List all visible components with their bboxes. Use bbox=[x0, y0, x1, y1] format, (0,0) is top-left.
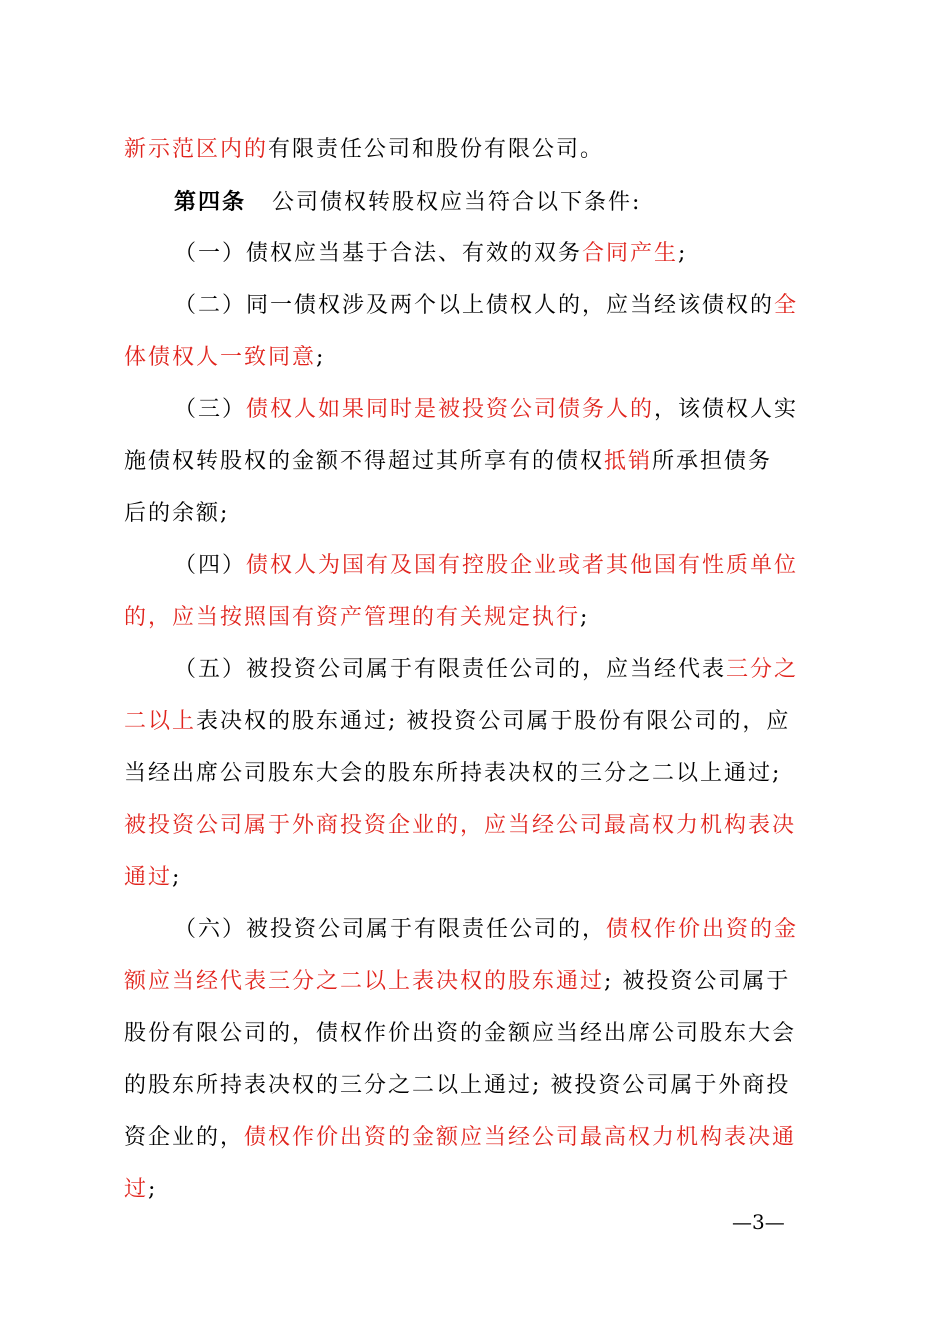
highlighted-text: 额应当经代表三分之二以上表决权的股东通过 bbox=[124, 969, 605, 994]
paragraph bbox=[124, 124, 830, 176]
text-line bbox=[124, 644, 830, 696]
text-line bbox=[124, 332, 830, 384]
body-text: ，该债权人实 bbox=[654, 397, 799, 422]
text-line bbox=[124, 696, 830, 748]
paragraph bbox=[124, 176, 830, 228]
body-text: ; 被投资公司属于 bbox=[604, 969, 791, 994]
text-line bbox=[124, 800, 830, 852]
body-text: ; bbox=[172, 865, 182, 890]
body-text: 施债权转股权的金额不得超过其所享有的债权 bbox=[124, 449, 605, 474]
highlighted-text: 合同产生 bbox=[582, 241, 679, 266]
highlighted-text: 债权人为国有及国有控股企业或者其他国有性质单位 bbox=[246, 553, 799, 578]
highlighted-text: 被投资公司属于外商投资企业的，应当经公司最高权力机构表决 bbox=[124, 813, 797, 838]
text-line bbox=[124, 1008, 830, 1060]
body-text: 后的余额; bbox=[124, 501, 230, 526]
body-text: （一）债权应当基于合法、有效的双务 bbox=[174, 241, 583, 266]
article-heading: 第四条 bbox=[174, 189, 247, 215]
body-text: （六）被投资公司属于有限责任公司的， bbox=[174, 917, 607, 942]
highlighted-text: 过 bbox=[124, 1177, 149, 1202]
page-number: —3— bbox=[732, 1210, 785, 1234]
body-text: 表决权的股东通过; 被投资公司属于股份有限公司的，应 bbox=[196, 709, 791, 734]
text-line bbox=[124, 280, 830, 332]
highlighted-text: 抵销 bbox=[604, 449, 653, 474]
highlighted-text: 通过 bbox=[124, 865, 173, 890]
body-text: ; bbox=[678, 241, 688, 266]
highlighted-text: 三分之 bbox=[726, 657, 799, 682]
highlighted-text: 债权人如果同时是被投资公司债务人的 bbox=[246, 397, 655, 422]
text-line bbox=[124, 488, 830, 540]
body-text: （五）被投资公司属于有限责任公司的，应当经代表 bbox=[174, 657, 727, 682]
text-line bbox=[124, 1112, 830, 1164]
body-text: 股份有限公司的，债权作价出资的金额应当经出席公司股东大会 bbox=[124, 1021, 797, 1046]
text-line bbox=[124, 436, 830, 488]
text-line bbox=[124, 1164, 830, 1216]
body-text: （四） bbox=[174, 553, 247, 578]
paragraph bbox=[124, 540, 830, 644]
highlighted-text: 的，应当按照国有资产管理的有关规定执行 bbox=[124, 605, 581, 630]
body-text: 的股东所持表决权的三分之二以上通过; 被投资公司属于外商投 bbox=[124, 1073, 791, 1098]
highlighted-text: 体债权人一致同意 bbox=[124, 345, 317, 370]
body-text: 有限责任公司和股份有限公司。 bbox=[268, 137, 605, 162]
text-line bbox=[124, 176, 830, 228]
body-text: 资企业的， bbox=[124, 1125, 245, 1150]
text-line bbox=[124, 592, 830, 644]
paragraph bbox=[124, 280, 830, 384]
body-text: （三） bbox=[174, 397, 247, 422]
text-line bbox=[124, 124, 830, 176]
paragraph bbox=[124, 644, 830, 904]
body-text: ; bbox=[580, 605, 590, 630]
highlighted-text: 债权作价出资的金额应当经公司最高权力机构表决通 bbox=[244, 1125, 797, 1150]
body-text: （二）同一债权涉及两个以上债权人的，应当经该债权的 bbox=[174, 293, 775, 318]
body-text: 当经出席公司股东大会的股东所持表决权的三分之二以上通过; bbox=[124, 761, 782, 786]
paragraph bbox=[124, 904, 830, 1216]
text-line bbox=[124, 1060, 830, 1112]
text-line bbox=[124, 852, 830, 904]
body-text: 所承担债务 bbox=[652, 449, 773, 474]
text-line bbox=[124, 748, 830, 800]
text-line bbox=[124, 956, 830, 1008]
text-line bbox=[124, 228, 830, 280]
text-line bbox=[124, 540, 830, 592]
body-text: ; bbox=[316, 345, 326, 370]
body-text: ; bbox=[148, 1177, 158, 1202]
text-line bbox=[124, 904, 830, 956]
body-text: 公司债权转股权应当符合以下条件: bbox=[272, 190, 642, 215]
text-line bbox=[124, 384, 830, 436]
paragraph bbox=[124, 228, 830, 280]
highlighted-text: 新示范区内的 bbox=[124, 137, 269, 162]
paragraph bbox=[124, 384, 830, 540]
highlighted-text: 二以上 bbox=[124, 709, 197, 734]
highlighted-text: 债权作价出资的金 bbox=[606, 917, 799, 942]
highlighted-text: 全 bbox=[774, 293, 799, 318]
document-body bbox=[124, 124, 830, 1216]
